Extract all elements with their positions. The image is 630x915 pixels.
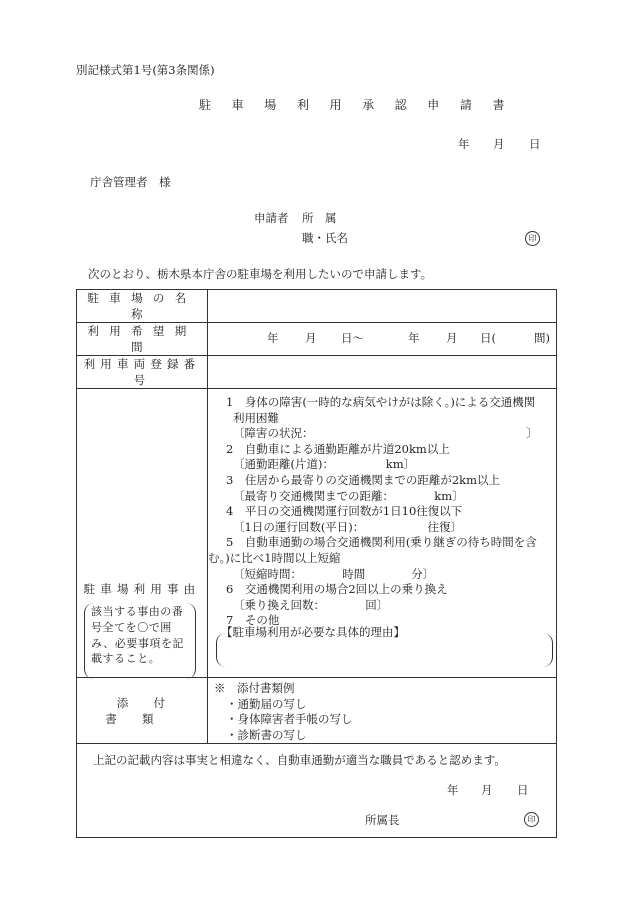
application-table [76, 289, 557, 838]
attachments-label: 添付書類 [77, 678, 208, 744]
list-item: 4 平日の交通機関運行回数が1日10往復以下 [226, 504, 463, 519]
affiliation-label: 所 属 [302, 211, 337, 225]
cert-date-year: 年 [447, 783, 459, 797]
list-item: 1 身体の障害(一時的な病気やけがは除く。)による交通機関 [226, 395, 536, 409]
name-label: 職・氏名 [302, 231, 348, 245]
certification-cell [77, 744, 557, 838]
addressee: 庁舎管理者 様 [90, 175, 171, 189]
cert-date-month: 月 [481, 783, 493, 797]
list-item: 7 その他 [226, 613, 280, 628]
attachment-header: ※ 添付書類例 [214, 681, 295, 695]
date-day: 日 [529, 137, 541, 151]
list-item: 〔通勤距離(片道)： km〕 [233, 457, 416, 472]
form-title: 駐 車 場 利 用 承 認 申 請 書 [199, 98, 513, 112]
applicant-seal [525, 230, 540, 246]
director-label: 所属長 [365, 813, 400, 827]
seal-icon: 印 [525, 231, 540, 246]
list-item: 利用困難 [233, 410, 279, 425]
certification-text: 上記の記載内容は事実と相違なく、自動車通勤が適当な職員であると認めます。 [93, 753, 506, 767]
parking-name-field[interactable] [208, 290, 557, 323]
specific-reason-label: 【駐車場利用が必要な具体的理由】 [221, 625, 405, 639]
attachment-list [214, 681, 353, 743]
reason-list [208, 395, 546, 629]
date-month: 月 [493, 137, 505, 151]
list-item: 3 住居から最寄りの交通機関までの距離が2km以上 [226, 472, 501, 487]
list-item: ・身体障害者手帳の写し [226, 712, 353, 726]
list-item: 〔乗り換え回数： 回〕 [233, 597, 389, 612]
intro-text: 次のとおり、栃木県本庁舎の駐車場を利用したいので申請します。 [88, 267, 433, 281]
list-item: む。)に比べ1時間以上短縮 [208, 550, 341, 565]
instruction-note: 該当する事由の番号全てを〇で囲み、必要事項を記載すること。 [84, 603, 196, 679]
reasons-field[interactable] [208, 389, 557, 678]
list-item: 〔最寄り交通機関までの距離： km〕 [233, 488, 464, 503]
period-field[interactable]: 年 月 日～ 年 月 日( 間) [208, 323, 557, 356]
applicant-label: 申請者 [254, 211, 289, 225]
list-item: 〔障害の状況： 〕 [233, 426, 538, 441]
seal-icon: 印 [524, 812, 539, 827]
reason-label-cell [77, 389, 208, 678]
list-item: 2 自動車による通勤距離が片道20km以上 [226, 441, 450, 456]
list-item: ・通勤届の写し [226, 696, 307, 711]
specific-reason-box[interactable] [216, 625, 553, 667]
list-item: 〔短縮時間： 時間 分〕 [233, 566, 435, 581]
list-item: 〔1日の運行回数(平日)： 往復〕 [233, 519, 463, 534]
reason-label: 駐車場利用事由 [83, 582, 201, 596]
list-item: 6 交通機関利用の場合2回以上の乗り換え [226, 582, 448, 597]
director-seal [524, 811, 539, 827]
vehicle-number-field[interactable] [208, 356, 557, 389]
parking-name-label: 駐車場の名称 [77, 290, 208, 323]
vehicle-number-label: 利用車両登録番号 [77, 356, 208, 389]
date-year: 年 [458, 137, 470, 151]
period-label: 利用希望期間 [77, 323, 208, 356]
list-item: ・診断書の写し [226, 727, 307, 742]
list-item: 5 自動車通勤の場合交通機関利用(乗り継ぎの待ち時間を含 [226, 535, 537, 550]
cert-date-day: 日 [517, 783, 529, 797]
form-number: 別記様式第1号(第3条関係) [76, 63, 215, 77]
attachments-field [208, 678, 557, 744]
